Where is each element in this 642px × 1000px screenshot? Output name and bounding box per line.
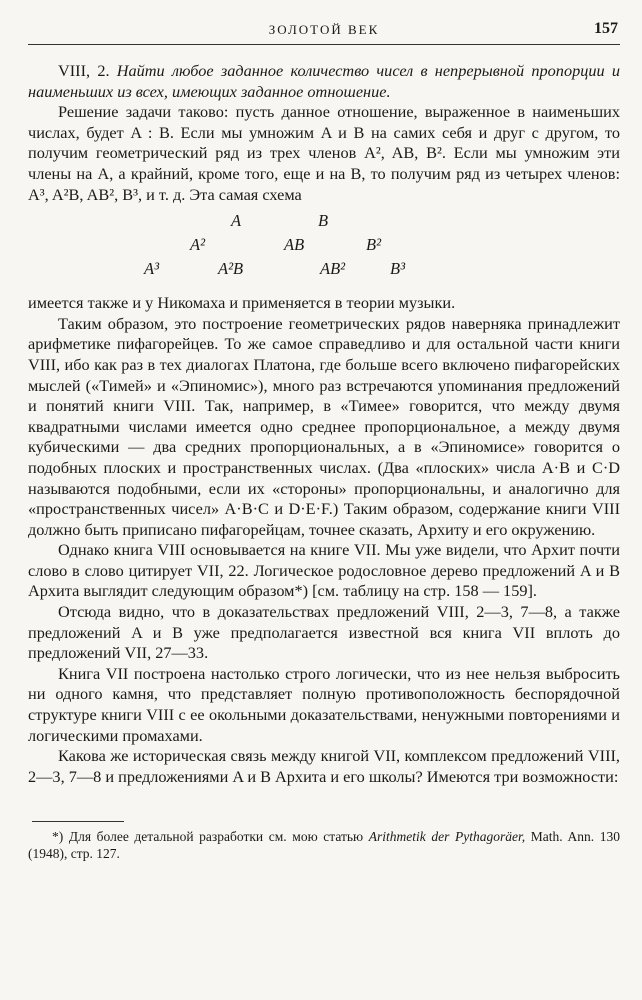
scheme-term: A²B: [218, 259, 244, 279]
paragraph-structure: Книга VII построена настолько строго логически, что из нее нельзя выбросить ни одного камня, что представляет полную противоположность беспорядочной структуре книги VIII с ее окольными доказательствами, ненужными повторениями и логическими промахами.: [28, 663, 620, 745]
scheme-term: B³: [390, 259, 406, 279]
scheme-term: B²: [366, 235, 382, 255]
footnote-suffix: Math. Ann. 130 (1948), стр. 127.: [28, 829, 620, 862]
paragraph-nicomachus: имеется также и у Никомаха и применяется в теории музыки.: [28, 293, 456, 313]
proposition-label: VIII, 2.: [58, 61, 110, 80]
paragraph-proofs: Отсюда видно, что в доказательствах предложений VIII, 2—3, 7—8, а также предложений A и B уже предполагается известной вся книга VII вплоть до предложений VII, 27—33.: [28, 602, 620, 663]
scheme-term: A: [231, 211, 242, 231]
footnote: [28, 828, 620, 862]
running-header: [28, 0, 620, 45]
scheme-term: A²: [190, 235, 206, 255]
page-number: 157: [594, 20, 618, 37]
scheme-term: AB: [284, 235, 305, 255]
geometric-series-scheme: [28, 209, 620, 287]
scheme-term: A³: [144, 259, 160, 279]
scheme-term: B: [318, 211, 329, 231]
proposition-text: Найти любое заданное количество чисел в непрерывной пропорции и наименьших из всех, имеющих заданное отношение.: [28, 61, 621, 101]
paragraph-book-vii: Однако книга VIII основывается на книге VII. Мы уже видели, что Архит почти слово в слово цитирует VII, 22. Логическое родословное дерево предложений A и B Архита выглядит следующим образом*) [см. таблицу на стр. 158 — 159].: [28, 540, 620, 601]
scheme-term: AB²: [320, 259, 346, 279]
main-text: [28, 61, 620, 787]
paragraph-question: Какова же историческая связь между книгой VII, комплексом предложений VIII, 2—3, 7—8 и предложениями A и B Архита и его школы? Имеются три возможности:: [28, 746, 620, 786]
paragraph-solution: Решение задачи таково: пусть данное отношение, выраженное в наименьших числах, будет A : B. Если мы умножим A и B на самих себя и друг с другом, то получим геометрический ряд из трех членов A², AB, B². Если мы умножим эти члены на A, а крайний, кроме того, еще и на B, то получим ряд из четырех членов: A³, A²B, AB², B³, и т. д. Эта самая схема: [28, 102, 620, 204]
footnote-prefix: *) Для более детальной разработки см. мою статью: [52, 829, 364, 845]
footnote-article-title: Arithmetik der Pythagoräer,: [368, 829, 526, 845]
footnote-divider: [32, 821, 124, 822]
proposition-statement: [28, 61, 620, 102]
running-title: ЗОЛОТОЙ ВЕК: [268, 22, 380, 37]
paragraph-pythagoreans: Таким образом, это построение геометрических рядов наверняка принадлежит арифметике пифагорейцев. То же самое справедливо и для остальной части книги VIII, ибо как раз в тех диалогах Платона, где больше всего включено пифагорейских мыслей («Тимей» и «Эпиномис»), много раз встречаются упоминания предложений и понятий книги VIII. Так, например, в «Тимее» говорится, что между двумя квадратными числами имеется одно среднее пропорциональное, а между двумя кубическими — два средних пропорциональных, а в «Эпиномисе» говорится о подобных плоских и пространственных числах. (Два «плоских» числа A·B и C·D называются подобными, если их «стороны» пропорциональны, и аналогично для «пространственных чисел» A·B·C и D·E·F.) Таким образом, содержание книги VIII должно быть приписано пифагорейцам, точнее сказать, Архиту и его окружению.: [28, 313, 620, 539]
